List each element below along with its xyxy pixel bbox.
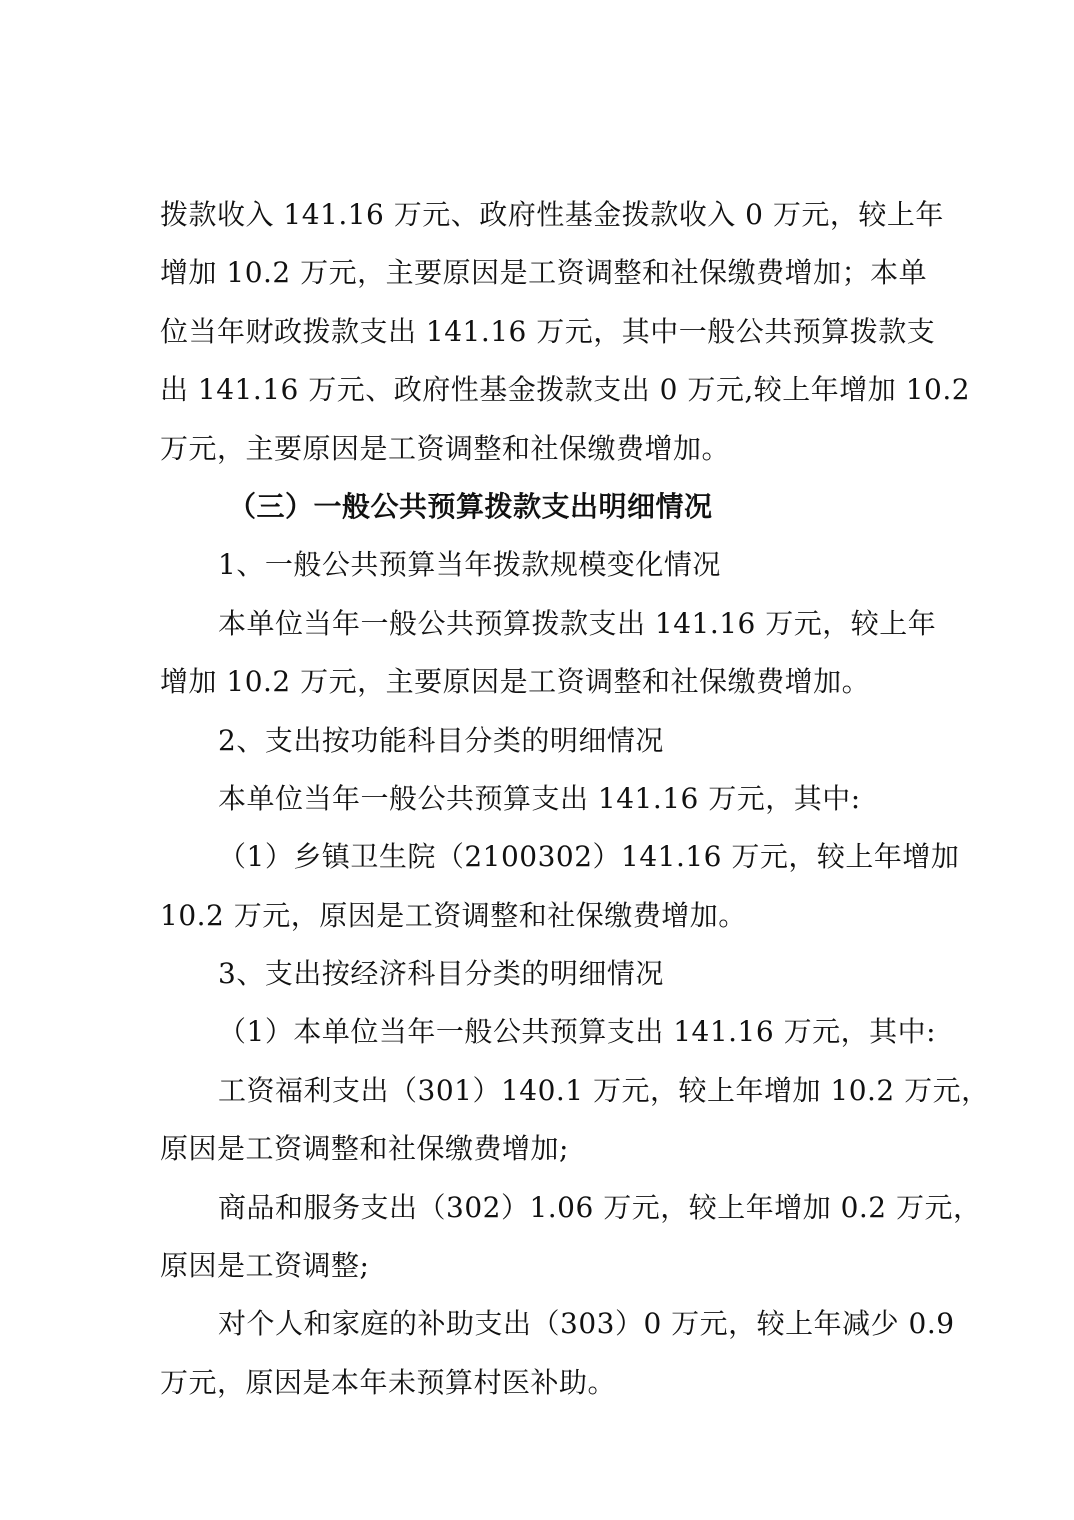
paragraph-line: 工资福利支出（301）140.1 万元，较上年增加 10.2 万元，	[218, 1073, 990, 1107]
list-item-line: （1）乡镇卫生院（2100302）141.16 万元，较上年增加	[218, 840, 960, 874]
paragraph-line: 原因是工资调整和社保缴费增加;	[160, 1132, 569, 1166]
list-item-line: （1）本单位当年一般公共预算支出 141.16 万元，其中:	[218, 1015, 937, 1049]
paragraph-line: 商品和服务支出（302）1.06 万元，较上年增加 0.2 万元，	[218, 1190, 982, 1224]
subsection-title: 1、一般公共预算当年拨款规模变化情况	[218, 548, 721, 582]
subsection-title: 2、支出按功能科目分类的明细情况	[218, 723, 664, 757]
paragraph-line: 本单位当年一般公共预算支出 141.16 万元，其中:	[218, 781, 861, 815]
paragraph-line: 拨款收入 141.16 万元、政府性基金拨款收入 0 万元，较上年	[160, 198, 944, 231]
paragraph-line: 本单位当年一般公共预算拨款支出 141.16 万元，较上年	[218, 606, 937, 640]
paragraph-line: 位当年财政拨款支出 141.16 万元，其中一般公共预算拨款支	[160, 314, 936, 348]
section-heading: （三）一般公共预算拨款支出明细情况	[228, 489, 713, 523]
paragraph-line: 增加 10.2 万元，主要原因是工资调整和社保缴费增加。	[160, 665, 871, 699]
paragraph-line: 原因是工资调整;	[160, 1249, 370, 1283]
paragraph-line: 万元，原因是本年未预算村医补助。	[160, 1365, 617, 1399]
body-text	[160, 186, 990, 1412]
paragraph-line: 增加 10.2 万元，主要原因是工资调整和社保缴费增加；本单	[160, 256, 928, 290]
paragraph-line: 10.2 万元，原因是工资调整和社保缴费增加。	[160, 898, 747, 932]
subsection-title: 3、支出按经济科目分类的明细情况	[218, 957, 664, 991]
paragraph-line: 出 141.16 万元、政府性基金拨款支出 0 万元,较上年增加 10.2	[160, 373, 971, 407]
paragraph-line: 对个人和家庭的补助支出（303）0 万元，较上年减少 0.9	[218, 1307, 955, 1341]
paragraph-line: 万元，主要原因是工资调整和社保缴费增加。	[160, 431, 731, 465]
